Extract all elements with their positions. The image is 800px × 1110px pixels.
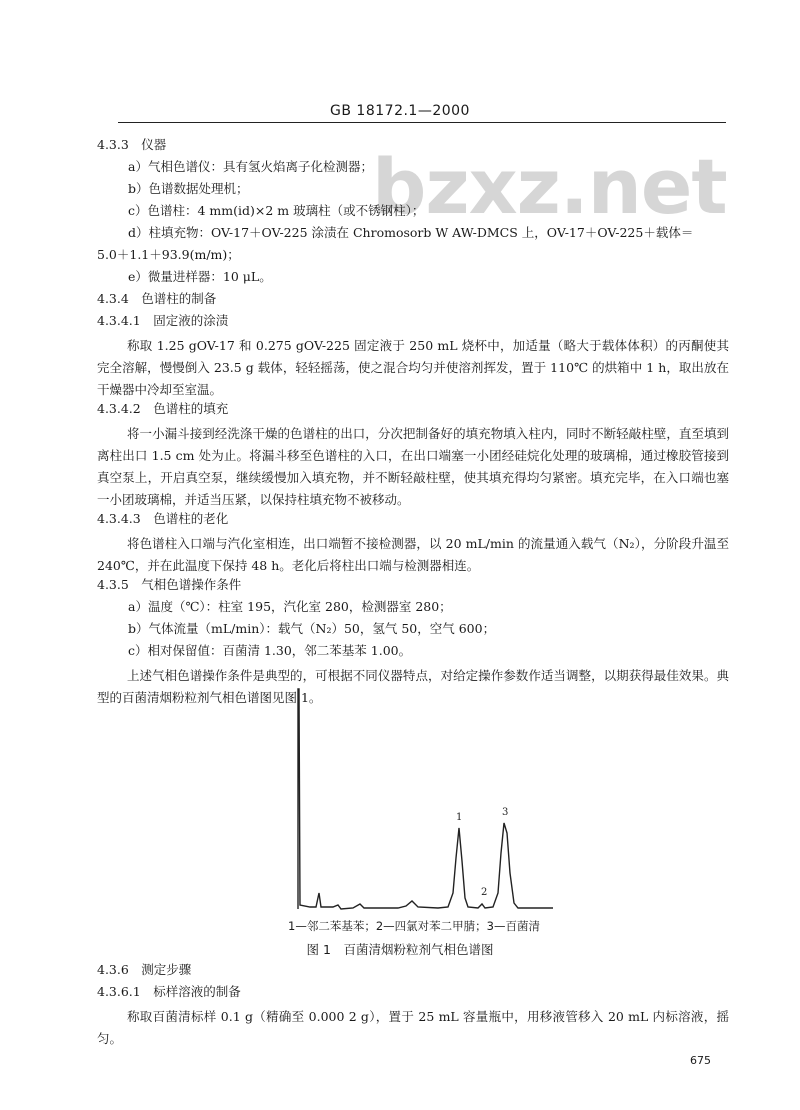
instrument-item-d: d）柱填充物：OV-17＋OV-225 涂渍在 Chromosorb W AW-DMCS 上，OV-17＋OV-225＋载体＝: [128, 225, 694, 240]
peak-label-3: 3: [502, 807, 509, 818]
condition-item-c: c）相对保留值：百菌清 1.30，邻二苯基苯 1.00。: [128, 643, 412, 658]
section-4-3-4-3-text: 将色谱柱入口端与汽化室相连，出口端暂不接检测器，以 20 mL/min 的流量通入载气（N₂），分阶段升温至 240℃，并在此温度下保持 48 h。老化后将柱出口端与检测器相连。: [97, 536, 729, 573]
peak-label-1: 1: [456, 812, 463, 823]
section-4-3-5-title: 4.3.5 气相色谱操作条件: [97, 577, 242, 592]
condition-item-b: b）气体流量（mL/min）：载气（N₂）50，氢气 50，空气 600；: [128, 621, 496, 636]
chromatogram-figure: [288, 683, 558, 915]
standard-header: GB 18172.1—2000: [330, 103, 470, 119]
section-4-3-4-2-title: 4.3.4.2 色谱柱的填充: [97, 401, 229, 416]
section-4-3-6-title: 4.3.6 测定步骤: [97, 962, 192, 977]
page-number: 675: [690, 1054, 711, 1067]
header-rule: [118, 122, 726, 123]
section-4-3-6-1-text: 称取百菌清标样 0.1 g（精确至 0.000 2 g），置于 25 mL 容量瓶中，用移液管移入 20 mL 内标溶液，摇匀。: [97, 1009, 729, 1046]
instrument-item-e: e）微量进样器：10 μL。: [128, 269, 272, 284]
figure-caption: 图 1 百菌清烟粉粒剂气相色谱图: [306, 942, 494, 957]
figure-legend: 1—邻二苯基苯；2—四氯对苯二甲腈；3—百菌清: [288, 919, 540, 933]
instrument-item-b: b）色谱数据处理机；: [128, 181, 249, 196]
section-4-3-5-text: 上述气相色谱操作条件是典型的，可根据不同仪器特点，对给定操作参数作适当调整，以期获得最佳效果。典型的百菌清烟粉粒剂气相色谱图见图 1。: [97, 668, 729, 705]
instrument-item-d-cont: 5.0＋1.1＋93.9(m/m)；: [97, 247, 240, 262]
condition-item-a: a）温度（℃）：柱室 195，汽化室 280，检测器室 280；: [128, 599, 452, 614]
section-4-3-4-1-title: 4.3.4.1 固定液的涂渍: [97, 313, 229, 328]
section-4-3-4-3-title: 4.3.4.3 色谱柱的老化: [97, 511, 229, 526]
section-4-3-4-2-text: 将一小漏斗接到经洗涤干燥的色谱柱的出口，分次把制备好的填充物填入柱内，同时不断轻敲柱壁，直至填到离柱出口 1.5 cm 处为止。将漏斗移至色谱柱的入口，在出口端塞一小团经硅烷化处理的玻璃棉，通过橡胶管接到真空泵上，开启真空泵，继续缓慢加入填充物，并不断轻敲柱壁，使其填充得均匀紧密。填充完毕，在入口端也塞一小团玻璃棉，并适当压紧，以保持柱填充物不被移动。: [97, 426, 729, 507]
section-4-3-4-title: 4.3.4 色谱柱的制备: [97, 291, 217, 306]
instrument-item-c: c）色谱柱：4 mm(id)×2 m 玻璃柱（或不锈钢柱）；: [128, 203, 425, 218]
chromatogram-trace: [298, 689, 553, 909]
section-4-3-6-1-title: 4.3.6.1 标样溶液的制备: [97, 984, 241, 999]
peak-label-2: 2: [481, 887, 488, 898]
instrument-item-a: a）气相色谱仪：具有氢火焰离子化检测器；: [128, 159, 373, 174]
section-4-3-4-1-text: 称取 1.25 gOV-17 和 0.275 gOV-225 固定液于 250 mL 烧杯中，加适量（略大于载体体积）的丙酮使其完全溶解，慢慢倒入 23.5 g 载体，轻轻摇荡，使之混合均匀并使溶剂挥发，置于 110℃ 的烘箱中 1 h，取出放在干燥器中冷却至室温。: [97, 338, 729, 397]
watermark: bzxz.net: [372, 142, 727, 231]
section-4-3-3-title: 4.3.3 仪器: [97, 137, 167, 152]
chromatogram-svg: [288, 683, 558, 915]
